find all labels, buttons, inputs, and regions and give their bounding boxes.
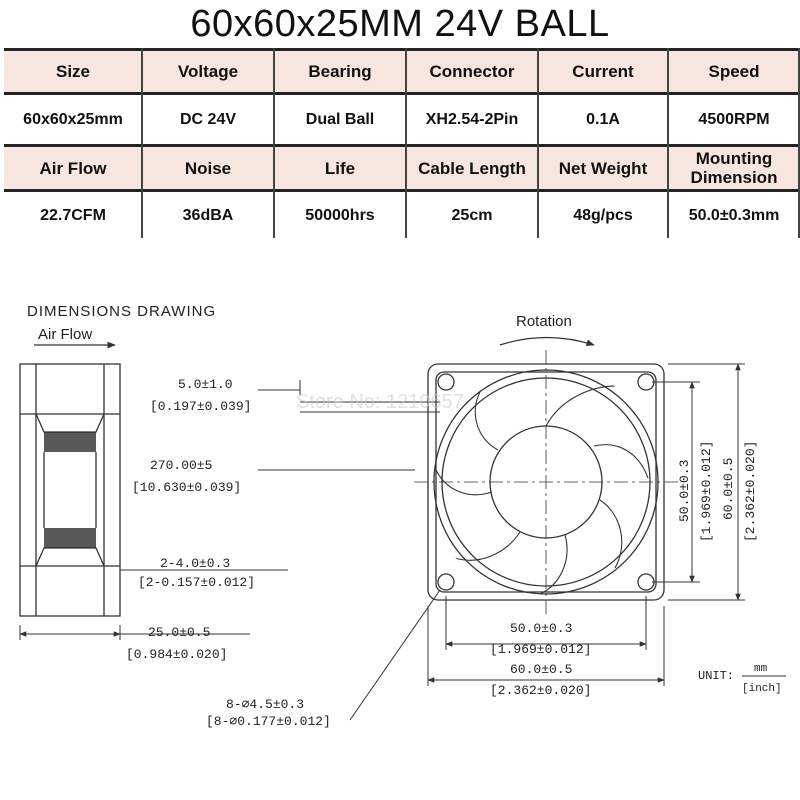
fan-side-view <box>20 364 120 616</box>
rotation-arrow <box>500 338 594 346</box>
fan-front-view <box>414 350 678 614</box>
spec-label-current: Current <box>538 48 668 95</box>
thickness-dim-inch: [0.984±0.020] <box>126 647 228 662</box>
unit-mm: mm <box>754 663 768 675</box>
wire-strip-dim: 5.0±1.0 <box>178 377 233 392</box>
spec-label-mounting-dimension: Mounting Dimension <box>668 144 800 192</box>
spec-label-net-weight: Net Weight <box>538 144 668 192</box>
spec-label-connector: Connector <box>406 48 538 95</box>
spec-label-air-flow: Air Flow <box>4 144 142 192</box>
rotation-label: Rotation <box>516 313 572 330</box>
spec-value-bearing: Dual Ball <box>274 95 406 144</box>
screw-dim-inch: [2-0.157±0.012] <box>138 575 256 590</box>
cable-length-dim-inch: [10.630±0.039] <box>132 480 242 495</box>
spec-value-mounting-dimension: 50.0±0.3mm <box>668 192 800 238</box>
spec-value-life: 50000hrs <box>274 192 406 238</box>
spec-value-current: 0.1A <box>538 95 668 144</box>
spec-value-air-flow: 22.7CFM <box>4 192 142 238</box>
screw-dim: 2-4.0±0.3 <box>160 556 231 571</box>
spec-value-noise: 36dBA <box>142 192 274 238</box>
watermark: Store No: 1210657 <box>296 391 464 413</box>
mount-v-dim-inch: [1.969±0.012] <box>699 440 714 542</box>
spec-value-cable-length: 25cm <box>406 192 538 238</box>
size-v-dim: 60.0±0.5 <box>721 457 736 520</box>
spec-value-voltage: DC 24V <box>142 95 274 144</box>
thickness-dim: 25.0±0.5 <box>148 625 211 640</box>
spec-value-size: 60x60x25mm <box>4 95 142 144</box>
page-title: 60x60x25MM 24V BALL <box>190 3 610 45</box>
size-h-dim-inch: [2.362±0.020] <box>490 683 592 698</box>
spec-label-bearing: Bearing <box>274 48 406 95</box>
airflow-label: Air Flow <box>38 326 93 343</box>
spec-label-life: Life <box>274 144 406 192</box>
spec-value-net-weight: 48g/pcs <box>538 192 668 238</box>
cable-length-dim: 270.00±5 <box>150 458 213 473</box>
unit-label: UNIT: <box>698 669 735 683</box>
size-h-dim: 60.0±0.5 <box>510 662 573 677</box>
spec-label-size: Size <box>4 48 142 95</box>
mount-v-dim: 50.0±0.3 <box>677 459 692 522</box>
spec-label-cable-length: Cable Length <box>406 144 538 192</box>
spec-label-speed: Speed <box>668 48 800 95</box>
drawing-heading: DIMENSIONS DRAWING <box>27 303 217 320</box>
spec-label-noise: Noise <box>142 144 274 192</box>
spec-value-speed: 4500RPM <box>668 95 800 144</box>
hole-dim-inch: [8-⌀0.177±0.012] <box>206 714 331 729</box>
unit-inch: [inch] <box>742 683 782 695</box>
wire-strip-dim-inch: [0.197±0.039] <box>150 399 252 414</box>
spec-value-connector: XH2.54-2Pin <box>406 95 538 144</box>
size-v-dim-inch: [2.362±0.020] <box>743 440 758 542</box>
mount-h-dim: 50.0±0.3 <box>510 621 573 636</box>
mount-h-dim-inch: [1.969±0.012] <box>490 642 592 657</box>
spec-label-voltage: Voltage <box>142 48 274 95</box>
hole-dim: 8-⌀4.5±0.3 <box>226 697 305 712</box>
